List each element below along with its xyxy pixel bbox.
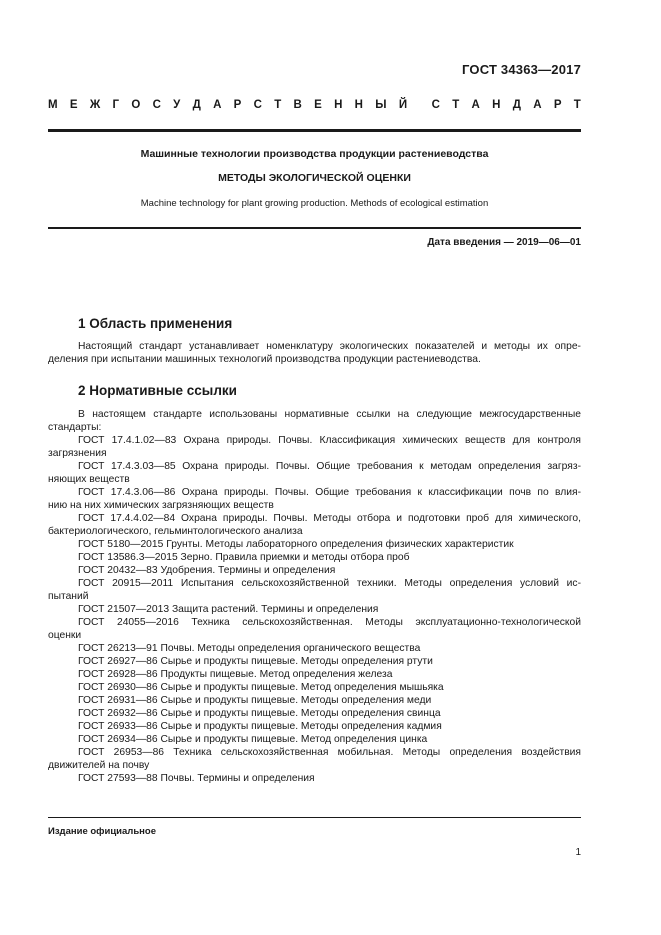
reference-line: ГОСТ 13586.3—2015 Зерно. Правила приемки и методы отбора проб	[78, 552, 410, 563]
category-letter: В	[293, 99, 302, 111]
section-scope-text	[48, 340, 581, 366]
category-letter: Й	[398, 99, 408, 111]
reference-line: ГОСТ 20432—83 Удобрения. Термины и определения	[78, 565, 336, 576]
text-line: стандарты:	[48, 422, 102, 433]
reference-line: оценки	[48, 630, 82, 641]
category-letter: Т	[274, 99, 282, 111]
reference-line: ГОСТ 26933—86 Сырье и продукты пищевые. Методы определения кадмия	[78, 721, 442, 732]
category-letter: Д	[192, 99, 201, 111]
category-letter: Р	[233, 99, 242, 111]
category-letter: С	[152, 99, 161, 111]
footer-divider	[48, 817, 581, 818]
category-letter: Д	[512, 99, 521, 111]
section-heading-scope: 1 Область применения	[78, 316, 233, 331]
reference-line: нию на них химических загрязняющих веществ	[48, 500, 274, 511]
standard-category	[48, 99, 581, 111]
category-letter: Е	[69, 99, 78, 111]
page-number: 1	[575, 847, 581, 858]
section-references-text	[48, 408, 581, 785]
reference-line: ГОСТ 26953—86 Техника сельскохозяйственная мобильная. Методы определения воздействия	[78, 747, 581, 758]
category-letter: Ж	[89, 99, 101, 111]
text-line: деления при испытании машинных технологий производства продукции растениеводства.	[48, 354, 481, 365]
category-letter: С	[431, 99, 440, 111]
reference-line: ГОСТ 26213—91 Почвы. Методы определения органического вещества	[78, 643, 421, 654]
reference-line: ГОСТ 26931—86 Сырье и продукты пищевые. Методы определения меди	[78, 695, 432, 706]
reference-line: ГОСТ 21507—2013 Защита растений. Термины и определения	[78, 604, 379, 615]
reference-line: ГОСТ 26928—86 Продукты пищевые. Метод определения железа	[78, 669, 393, 680]
reference-line: ГОСТ 5180—2015 Грунты. Методы лабораторного определения физических характеристик	[78, 539, 514, 550]
reference-line: ГОСТ 26932—86 Сырье и продукты пищевые. Методы определения свинца	[78, 708, 441, 719]
category-letter: Г	[112, 99, 120, 111]
reference-line: ГОСТ 17.4.1.02—83 Охрана природы. Почвы. Классификация химических веществ для контроля	[78, 435, 581, 446]
document-title: Машинные технологии производства продукции растениеводства	[140, 148, 489, 160]
category-letter: Н	[334, 99, 343, 111]
category-letter: Н	[492, 99, 501, 111]
header-divider	[48, 129, 581, 132]
reference-line: ГОСТ 20915—2011 Испытания сельскохозяйственной техники. Методы определения условий ис-	[78, 578, 581, 589]
category-letter: О	[131, 99, 141, 111]
official-edition-label: Издание официальное	[48, 826, 156, 837]
reference-line: загрязнения	[48, 448, 107, 459]
reference-line: ГОСТ 27593—88 Почвы. Термины и определения	[78, 773, 315, 784]
category-letter: У	[173, 99, 181, 111]
category-letter: С	[253, 99, 262, 111]
category-letter: А	[213, 99, 222, 111]
category-letter: Е	[314, 99, 322, 111]
reference-line: ГОСТ 17.4.4.02—84 Охрана природы. Почвы. Методы отбора и подготовки проб для химического,	[78, 513, 581, 524]
document-subtitle: МЕТОДЫ ЭКОЛОГИЧЕСКОЙ ОЦЕНКИ	[218, 172, 411, 184]
reference-line: пытаний	[48, 591, 89, 602]
category-letter: Т	[452, 99, 460, 111]
category-letter: Н	[354, 99, 363, 111]
reference-line: бактериологического, гельминтологического анализа	[48, 526, 303, 537]
category-letter: Ы	[375, 99, 387, 111]
category-letter: Т	[573, 99, 581, 111]
reference-line: ГОСТ 17.4.3.03—85 Охрана природы. Почвы. Общие требования к методам определения загряз-	[78, 461, 581, 472]
category-letter: А	[533, 99, 542, 111]
reference-line: ГОСТ 17.4.3.06—86 Охрана природы. Почвы. Общие требования к классификации почв по влия-	[78, 487, 581, 498]
introduction-date: Дата введения — 2019—06—01	[427, 237, 581, 248]
category-letter: А	[471, 99, 480, 111]
text-line: В настоящем стандарте использованы нормативные ссылки на следующие межгосударственные	[78, 409, 581, 420]
reference-line: движителей на почву	[48, 760, 150, 771]
category-letter: М	[48, 99, 58, 111]
reference-line: ГОСТ 24055—2016 Техника сельскохозяйственная. Методы эксплуатационно-технологической	[78, 617, 581, 628]
reference-line: няющих веществ	[48, 474, 130, 485]
section-heading-references: 2 Нормативные ссылки	[78, 383, 237, 398]
text-line: Настоящий стандарт устанавливает номенклатуру экологических показателей и методы их опре-	[78, 341, 581, 352]
document-code: ГОСТ 34363—2017	[462, 62, 581, 77]
reference-line: ГОСТ 26930—86 Сырье и продукты пищевые. Метод определения мышьяка	[78, 682, 444, 693]
reference-line: ГОСТ 26927—86 Сырье и продукты пищевые. Методы определения ртути	[78, 656, 433, 667]
english-title: Machine technology for plant growing production. Methods of ecological estimation	[140, 198, 489, 209]
title-divider	[48, 227, 581, 229]
reference-line: ГОСТ 26934—86 Сырье и продукты пищевые. Метод определения цинка	[78, 734, 428, 745]
category-letter: Р	[553, 99, 562, 111]
